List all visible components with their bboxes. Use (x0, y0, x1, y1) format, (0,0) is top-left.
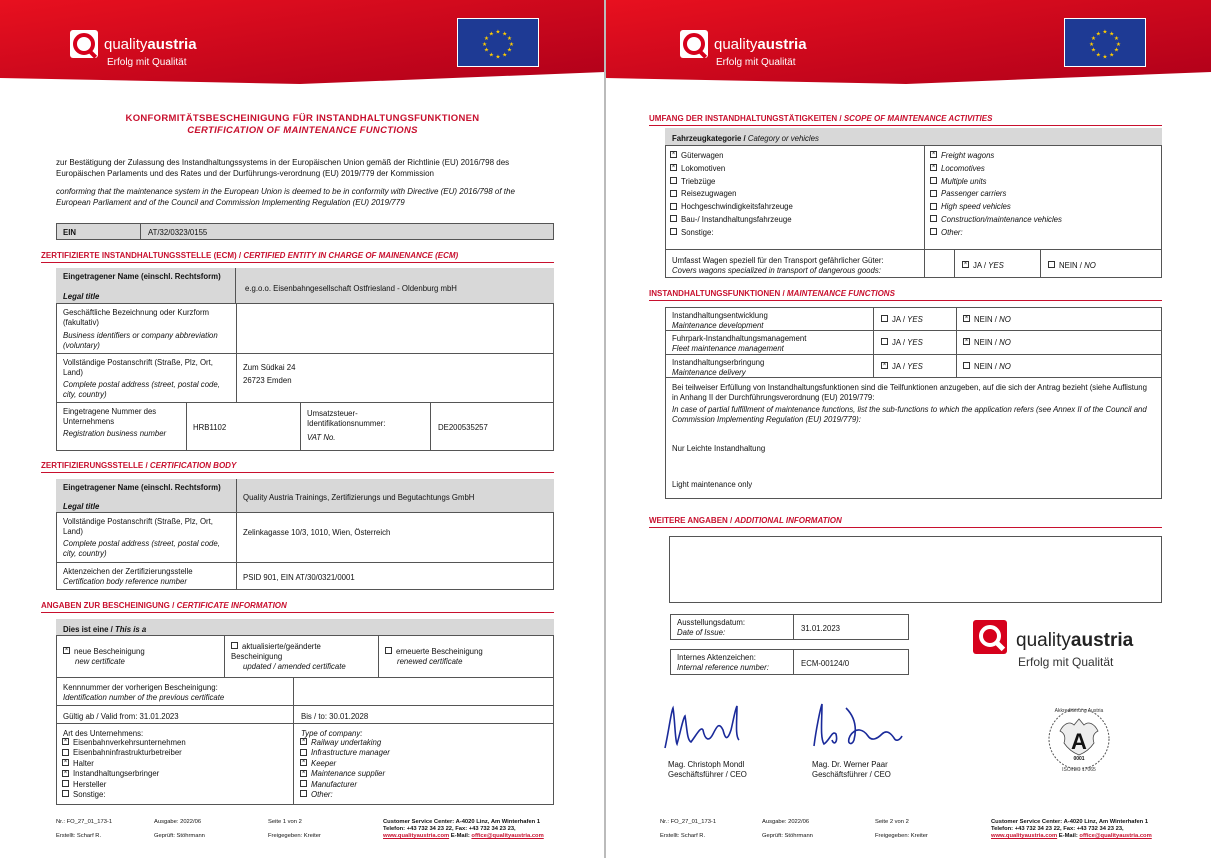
opt-updated: aktualisierte/geänderte Bescheinigung updated / amended certificate (231, 642, 346, 671)
svg-text:★: ★ (481, 41, 488, 48)
company-type-title-en: Type of company: (301, 729, 363, 738)
checkbox-icon (231, 642, 238, 649)
cb-name-label-en: Legal title (63, 502, 100, 511)
brand-name: qualityaustria (104, 36, 197, 53)
ein-label: EIN (63, 228, 76, 237)
svg-text:★: ★ (1095, 31, 1101, 38)
cb-ref-value: PSID 901, EIN AT/30/0321/0001 (243, 573, 355, 582)
checkbox-item: Hochgeschwindigkeitsfahrzeuge (670, 202, 793, 212)
valid-from: Gültig ab / Valid from: 31.01.2023 (63, 712, 179, 721)
checkbox-item: Reisezugwagen (670, 189, 736, 199)
checkbox-icon (62, 749, 69, 756)
email-link[interactable]: office@qualityaustria.com (471, 833, 544, 839)
checkbox-item: Other: (930, 228, 963, 238)
checkbox-checked-icon (962, 261, 969, 268)
checkbox-item: High speed vehicles (930, 202, 1011, 212)
svg-text:★: ★ (1090, 36, 1097, 43)
function-yes: JA / YES (876, 313, 928, 327)
valid-to: Bis / to: 30.01.2028 (301, 712, 369, 721)
checkbox-item: ×Freight wagons (930, 151, 994, 161)
ecm-addr-label-en: Complete postal address (street, postal code, city, country) (63, 380, 220, 399)
svg-text:★: ★ (506, 47, 513, 54)
issue-date-label: Ausstellungsdatum: (677, 618, 746, 627)
svg-text:★: ★ (1102, 54, 1108, 61)
checkbox-checked-icon (930, 164, 937, 171)
checkbox-checked-icon (963, 315, 970, 322)
checkbox-icon (385, 647, 392, 654)
checkbox-item: ×Lokomotiven (670, 164, 725, 174)
checkbox-item: ×Maintenance supplier (300, 769, 385, 779)
svg-text:★: ★ (483, 47, 490, 54)
company-type-title-de: Art des Unternehmens: (63, 729, 144, 738)
section-scope: UMFANG DER INSTANDHALTUNGSTÄTIGKEITEN / SCOPE OF MAINTENANCE ACTIVITIES (649, 114, 1162, 126)
function-yes: ×JA / YES (876, 360, 928, 374)
dangerous-goods-label: Umfasst Wagen speziell für den Transport gefährlicher Güter: (672, 256, 884, 265)
checkbox-checked-icon (62, 759, 69, 766)
ecm-vat-label: Umsatzsteuer-Identifikationsnummer: (307, 409, 386, 428)
checkbox-item: Bau-/ Instandhaltungsfahrzeuge (670, 215, 792, 225)
cb-addr-label: Vollständige Postanschrift (Straße, Plz, Ort, Land) (63, 517, 213, 536)
checkbox-icon (300, 790, 307, 797)
additional-info-box (669, 536, 1162, 603)
cb-ref-label-en: Certification body reference number (63, 577, 187, 586)
checkbox-item: Eisenbahninfrastrukturbetreiber (62, 748, 182, 758)
this-is-label: Dies ist eine / This is a (63, 625, 147, 634)
checkbox-icon (930, 215, 937, 222)
checkbox-icon (670, 177, 677, 184)
svg-text:★: ★ (488, 52, 494, 59)
checkbox-item: Infrastructure manager (300, 748, 390, 758)
ecm-name-value: e.g.o.o. Eisenbahngesellschaft Ostfriesland - Oldenburg mbH (245, 284, 457, 293)
checkbox-icon (300, 780, 307, 787)
checkbox-icon (881, 338, 888, 345)
svg-text:★: ★ (1109, 52, 1115, 59)
checkbox-icon (62, 790, 69, 797)
light-maintenance-de: Nur Leichte Instandhaltung (672, 444, 766, 453)
checkbox-icon (881, 315, 888, 322)
section-certificate-info: ANGABEN ZUR BESCHEINIGUNG / CERTIFICATE INFORMATION (41, 601, 554, 613)
checkbox-checked-icon (300, 759, 307, 766)
partial-text-en: In case of partial fulfillment of maintenance functions, list the sub-functions to which the application refers (see Annex II of the Council and Commission Implementing Regulation (EU) 2019/779): (672, 405, 1147, 424)
checkbox-item: Other: (300, 790, 333, 800)
checkbox-checked-icon (670, 151, 677, 158)
ecm-reg-label-en: Registration business number (63, 429, 167, 438)
ecm-name-label-en: Legal title (63, 292, 100, 301)
dangerous-goods-yes: ×JA / YES (957, 259, 1009, 273)
function-no: × NEIN / NO (958, 336, 1016, 350)
ecm-reg-value: HRB1102 (193, 423, 227, 432)
svg-text:★: ★ (495, 54, 501, 61)
ecm-reg-label: Eingetragene Nummer des Unternehmens (63, 407, 157, 426)
signer-1-name: Mag. Christoph Mondl (668, 760, 745, 769)
checkbox-icon (1048, 261, 1055, 268)
internal-ref-label: Internes Aktenzeichen: (677, 653, 756, 662)
issue-date-value: 31.01.2023 (801, 624, 841, 633)
svg-text:★: ★ (506, 36, 513, 43)
dangerous-goods-no: NEIN / NO (1043, 259, 1101, 273)
intro-de: zur Bestätigung der Zulassung des Instandhaltungssystems in der Europäischen Union gemäß der Richtlinie (EU) 2016/798 des Europäischen Parlaments und des Rates und der Durführungs-verordnung (EU) 2019/779 der Kommission (56, 158, 510, 178)
checkbox-item: Passenger carriers (930, 189, 1006, 199)
svg-text:★: ★ (1102, 29, 1108, 36)
certificate-page-2: qualityaustria Erfolg mit Qualität ★ ★ ★ ★ ★ ★ ★ ★ ★ ★ ★ ★ UMFANG DER INSTANDHALTUNGSTÄTIGKEITEN / SCOPE OF MAINTENANCE ACTIVITIES Fahrzeugkategorie / Category or vehicles ×Güterwagen ×Lokomotiven Triebzüge Reisezugwagen Hochgeschwindigkeitsfahrzeuge Bau-/ Instandhaltungsfahrzeuge Sonstige: ×Freight wagons ×Locomotives Multiple units Passenger carriers High speed vehicles Construction/maintenance vehicles Other: Umfasst Wagen speziell für den Transport gefährlicher Güter: Covers wagons specialized in transport of dangerous goods: ×JA / YES NEIN / NO INSTANDHALTUNGSFUNKTIONEN / MAINTENANCE FUNCTIONS Instandhaltungsentwicklung Maintenance development JA / YES × NEIN / NO Fuhrpark-Instandhaltungsmanagement Fleet maintenance management JA / YES × NEIN / NO Instandhaltungserbringung Maintenance delivery ×JA / YES NEIN / NO Bei teilweiser Erfüllung von Instandhaltungsfunktionen sind die Teilfunktionen anzugeben, auf die sich der Antrag bezieht (siehe Auflistung in Anhang II der Durchführungsverordnung (EU) 2019/779: In case of partial fulfillment of maintenance functions, list the sub-functions to which the application refers (see Annex II of the Council and Commission Implementing Regulation (EU) 2019/779): Nur Leichte Instandhaltung Light maintenance only WEITERE ANGABEN / ADDITIONAL INFORMATION Ausstellungsdatum: Date of Issue: 31.01.2023 Internes Aktenzeichen: Internal reference number: ECM-00124/0 qualityaustria Erfolg mit Qualität Mag. Christoph Mondl Geschäftsführer / CEO Mag. Dr. Werner Paar Geschäftsführer / CEO A Akkreditierung Austria 0001 ISO/IEC 17065 Nr.: FO_27_01_173-1 Erstellt: Scharf R. Ausgabe: 2022/06 Geprüft: Stöhrmann Seite 2 von 2 Freigegeben: Kreiter Customer Service Center: A-4020 Linz, Am Winterhafen 1 Telefon: +43 732 34 23 22, Fax: +43 732 34 23 23, www.qualityaustria.com E-Mail: office@qualityaustria.com (606, 0, 1211, 858)
svg-text:A: A (1071, 729, 1087, 754)
opt-new: ×neue Bescheinigung new certificate (58, 645, 150, 669)
svg-text:★: ★ (1113, 47, 1120, 54)
brand-slogan: Erfolg mit Qualität (107, 57, 187, 68)
seal-bottom-text: ISO/IEC 17065 (1062, 767, 1096, 773)
checkbox-icon (300, 749, 307, 756)
svg-text:★: ★ (508, 41, 515, 48)
checkbox-item: ×Instandhaltungserbringer (62, 769, 159, 779)
svg-text:★: ★ (495, 29, 501, 36)
checkbox-icon (930, 190, 937, 197)
checkbox-checked-icon (63, 647, 70, 654)
section-ecm: ZERTIFIZIERTE INSTANDHALTUNGSSTELLE (ECM) / CERTIFIED ENTITY IN CHARGE OF MAINENANCE (ECM) (41, 251, 554, 263)
website-link[interactable]: www.qualityaustria.com (991, 833, 1058, 839)
checkbox-item: Sonstige: (670, 228, 714, 238)
svg-text:★: ★ (1113, 36, 1120, 43)
ecm-vat-label-en: VAT No. (307, 433, 336, 442)
checkbox-checked-icon (300, 738, 307, 745)
svg-text:★: ★ (1090, 47, 1097, 54)
svg-text:★: ★ (1088, 41, 1095, 48)
signature-paar-icon (806, 700, 906, 756)
internal-ref-label-en: Internal reference number: (677, 663, 769, 672)
function-no: NEIN / NO (958, 360, 1016, 374)
svg-text:★: ★ (1095, 52, 1101, 59)
checkbox-icon (670, 190, 677, 197)
cb-name-label: Eingetragener Name (einschl. Rechtsform) (63, 483, 221, 492)
checkbox-checked-icon (963, 338, 970, 345)
section-certification-body: ZERTIFIZIERUNGSSTELLE / CERTIFICATION BODY (41, 461, 554, 473)
eu-flag-icon (457, 18, 539, 67)
svg-text:★: ★ (483, 36, 490, 43)
q-logo-icon (973, 620, 1007, 654)
cb-addr-label-en: Complete postal address (street, postal code, city, country) (63, 539, 220, 558)
qualityaustria-logo-icon (70, 30, 98, 58)
function-yes: JA / YES (876, 336, 928, 350)
signer-2-name: Mag. Dr. Werner Paar (812, 760, 888, 769)
checkbox-item: ×Halter (62, 759, 94, 769)
svg-text:★: ★ (1115, 41, 1122, 48)
partial-text-de: Bei teilweiser Erfüllung von Instandhaltungsfunktionen sind die Teilfunktionen anzugeben, auf die sich der Antrag bezieht (siehe Auflistung in Anhang II der Durchführungsverordnung (EU) 2019/779: (672, 383, 1147, 402)
ecm-name-label: Eingetragener Name (einschl. Rechtsform) (63, 272, 221, 281)
svg-text:★: ★ (1109, 31, 1115, 38)
eu-flag-icon (1064, 18, 1146, 67)
qualityaustria-logo-icon (680, 30, 708, 58)
category-label: Fahrzeugkategorie / Category or vehicles (672, 134, 819, 143)
checkbox-icon (930, 177, 937, 184)
function-label: Fuhrpark-Instandhaltungsmanagement Fleet maintenance management (672, 334, 807, 353)
function-label: Instandhaltungserbringung Maintenance delivery (672, 358, 765, 377)
checkbox-item: ×Güterwagen (670, 151, 723, 161)
svg-text:★: ★ (488, 31, 494, 38)
opt-renewed: erneuerte Bescheinigung renewed certificate (380, 645, 488, 669)
checkbox-item: Hersteller (62, 780, 106, 790)
checkbox-icon (670, 203, 677, 210)
checkbox-icon (963, 362, 970, 369)
ecm-addr-label: Vollständige Postanschrift (Straße, Plz, Ort, Land) (63, 358, 213, 377)
checkbox-item: ×Locomotives (930, 164, 985, 174)
title-de: KONFORMITÄTSBESCHEINIGUNG FÜR INSTANDHALTUNGSFUNKTIONEN (125, 113, 480, 124)
checkbox-item: Triebzüge (670, 177, 715, 187)
function-label: Instandhaltungsentwicklung Maintenance development (672, 311, 768, 330)
certificate-page-1: qualityaustria Erfolg mit Qualität ★ ★ ★ ★ ★ ★ ★ ★ ★ ★ ★ ★ KONFORMITÄTSBESCHEINIGUNG FÜR INSTANDHALTUNGSFUNKTIONEN CERTIFICATION OF MAINTENANCE FUNCTIONS zur Bestätigung der Zulassung des Instandhaltungssystems in der Europäischen Union gemäß der Richtlinie (EU) 2016/798 des Europäischen Parlaments und des Rates und der Durführungs-verordnung (EU) 2019/779 der Kommission conforming that the maintenance system in the European Union is deemed to be in conformity with Directive (EU) 2016/798 of the European Parliament and of the Council and Commission Implementing Regulation (EU) 2019/779 EIN AT/32/0323/0155 ZERTIFIZIERTE INSTANDHALTUNGSSTELLE (ECM) / CERTIFIED ENTITY IN CHARGE OF MAINENANCE (ECM) Eingetragener Name (einschl. Rechtsform) Legal title e.g.o.o. Eisenbahngesellschaft Ostfriesland - Oldenburg mbH Geschäftliche Bezeichnung oder Kurzform (fakultativ) Business identifiers or company abbreviation (voluntary) Vollständige Postanschrift (Straße, Plz, Ort, Land) Complete postal address (street, postal code, city, country) Zum Südkai 24 26723 Emden Eingetragene Nummer des Unternehmens Registration business number HRB1102 Umsatzsteuer-Identifikationsnummer: VAT No. DE200535257 ZERTIFIZIERUNGSSTELLE / CERTIFICATION BODY Eingetragener Name (einschl. Rechtsform) Legal title Quality Austria Trainings, Zertifizierungs und Begutachtungs GmbH Vollständige Postanschrift (Straße, Plz, Ort, Land) Complete postal address (street, postal code, city, country) Zelinkagasse 10/3, 1010, Wien, Österreich Aktenzeichen der Zertifizierungsstelle Certification body reference number PSID 901, EIN AT/30/0321/0001 ANGABEN ZUR BESCHEINIGUNG / CERTIFICATE INFORMATION Dies ist eine / This is a ×neue Bescheinigung new certificate aktualisierte/geänderte Bescheinigung updated / amended certificate erneuerte Bescheinigung renewed certificate Kennnummer der vorherigen Bescheinigung: Identification number of the previous certificate Gültig ab / Valid from: 31.01.2023 Bis / to: 30.01.2028 Art des Unternehmens: Type of company: ×Eisenbahnverkehrsunternehmen Eisenbahninfrastrukturbetreiber ×Halter ×Instandhaltungserbringer Hersteller Sonstige: ×Railway undertaking Infrastructure manager ×Keeper ×Maintenance supplier Manufacturer Other: Nr.: FO_27_01_173-1 Erstellt: Scharf R. Ausgabe: 2022/06 Geprüft: Stöhrmann Seite 1 von 2 Freigegeben: Kreiter Customer Service Center: A-4020 Linz, Am Winterhafen 1 Telefon: +43 732 34 23 22, Fax: +43 732 34 23 23, www.qualityaustria.com E-Mail: office@qualityaustria.com (0, 0, 605, 858)
ecm-vat-value: DE200535257 (438, 423, 488, 432)
svg-text:★: ★ (502, 31, 508, 38)
cb-name-value: Quality Austria Trainings, Zertifizierungs und Begutachtungs GmbH (243, 493, 475, 502)
signer-1-role: Geschäftsführer / CEO (668, 770, 747, 779)
checkbox-item: ×Keeper (300, 759, 336, 769)
dangerous-goods-label-en: Covers wagons specialized in transport of dangerous goods: (672, 266, 881, 275)
signer-2-role: Geschäftsführer / CEO (812, 770, 891, 779)
checkbox-item: Construction/maintenance vehicles (930, 215, 1062, 225)
brand-name: qualityaustria (714, 36, 807, 53)
ecm-short-label-en: Business identifiers or company abbreviation (voluntary) (63, 331, 218, 350)
svg-text:★: ★ (502, 52, 508, 59)
checkbox-item: Sonstige: (62, 790, 106, 800)
checkbox-icon (670, 215, 677, 222)
checkbox-item: Manufacturer (300, 780, 357, 790)
section-maintenance-functions: INSTANDHALTUNGSFUNKTIONEN / MAINTENANCE FUNCTIONS (649, 289, 1162, 301)
qualityaustria-logo: qualityaustria Erfolg mit Qualität (973, 620, 1163, 670)
cb-addr-value: Zelinkagasse 10/3, 1010, Wien, Österreich (243, 528, 391, 537)
checkbox-icon (62, 780, 69, 787)
checkbox-checked-icon (300, 770, 307, 777)
checkbox-checked-icon (62, 770, 69, 777)
seal-number: 0001 (1073, 756, 1085, 762)
checkbox-item: Multiple units (930, 177, 987, 187)
signature-mondl-icon (661, 700, 751, 756)
email-link[interactable]: office@qualityaustria.com (1079, 833, 1152, 839)
checkbox-icon (930, 228, 937, 235)
brand-slogan: Erfolg mit Qualität (716, 57, 796, 68)
cb-ref-label: Aktenzeichen der Zertifizierungsstelle (63, 567, 193, 576)
checkbox-checked-icon (930, 151, 937, 158)
function-no: × NEIN / NO (958, 313, 1016, 327)
checkbox-item: ×Railway undertaking (300, 738, 381, 748)
checkbox-icon (670, 228, 677, 235)
ecm-short-label: Geschäftliche Bezeichnung oder Kurzform (fakultativ) (63, 308, 210, 327)
seal-top-text: Akkreditierung Austria (1054, 708, 1104, 714)
intro-en: conforming that the maintenance system in the European Union is deemed to be in conformity with Directive (EU) 2016/798 of the European Parliament and of the Council and Commission Implementing Regulation (EU) 2019/779 (56, 187, 515, 207)
checkbox-checked-icon (62, 738, 69, 745)
ein-row (56, 223, 554, 240)
issue-date-label-en: Date of Issue: (677, 628, 726, 637)
ecm-addr-2: 26723 Emden (243, 376, 292, 385)
checkbox-item: ×Eisenbahnverkehrsunternehmen (62, 738, 186, 748)
light-maintenance-en: Light maintenance only (672, 480, 753, 489)
ein-value: AT/32/0323/0155 (148, 228, 208, 237)
internal-ref-value: ECM-00124/0 (801, 659, 850, 668)
website-link[interactable]: www.qualityaustria.com (383, 833, 450, 839)
prev-cert-label-en: Identification number of the previous certificate (63, 693, 225, 702)
title-en: CERTIFICATION OF MAINTENANCE FUNCTIONS (187, 125, 418, 136)
checkbox-checked-icon (670, 164, 677, 171)
ecm-addr-1: Zum Südkai 24 (243, 363, 296, 372)
accreditation-austria-seal-icon (1046, 703, 1112, 775)
section-additional-info: WEITERE ANGABEN / ADDITIONAL INFORMATION (649, 516, 1162, 528)
checkbox-icon (930, 203, 937, 210)
prev-cert-label: Kennnummer der vorherigen Bescheinigung: (63, 683, 218, 692)
checkbox-checked-icon (881, 362, 888, 369)
